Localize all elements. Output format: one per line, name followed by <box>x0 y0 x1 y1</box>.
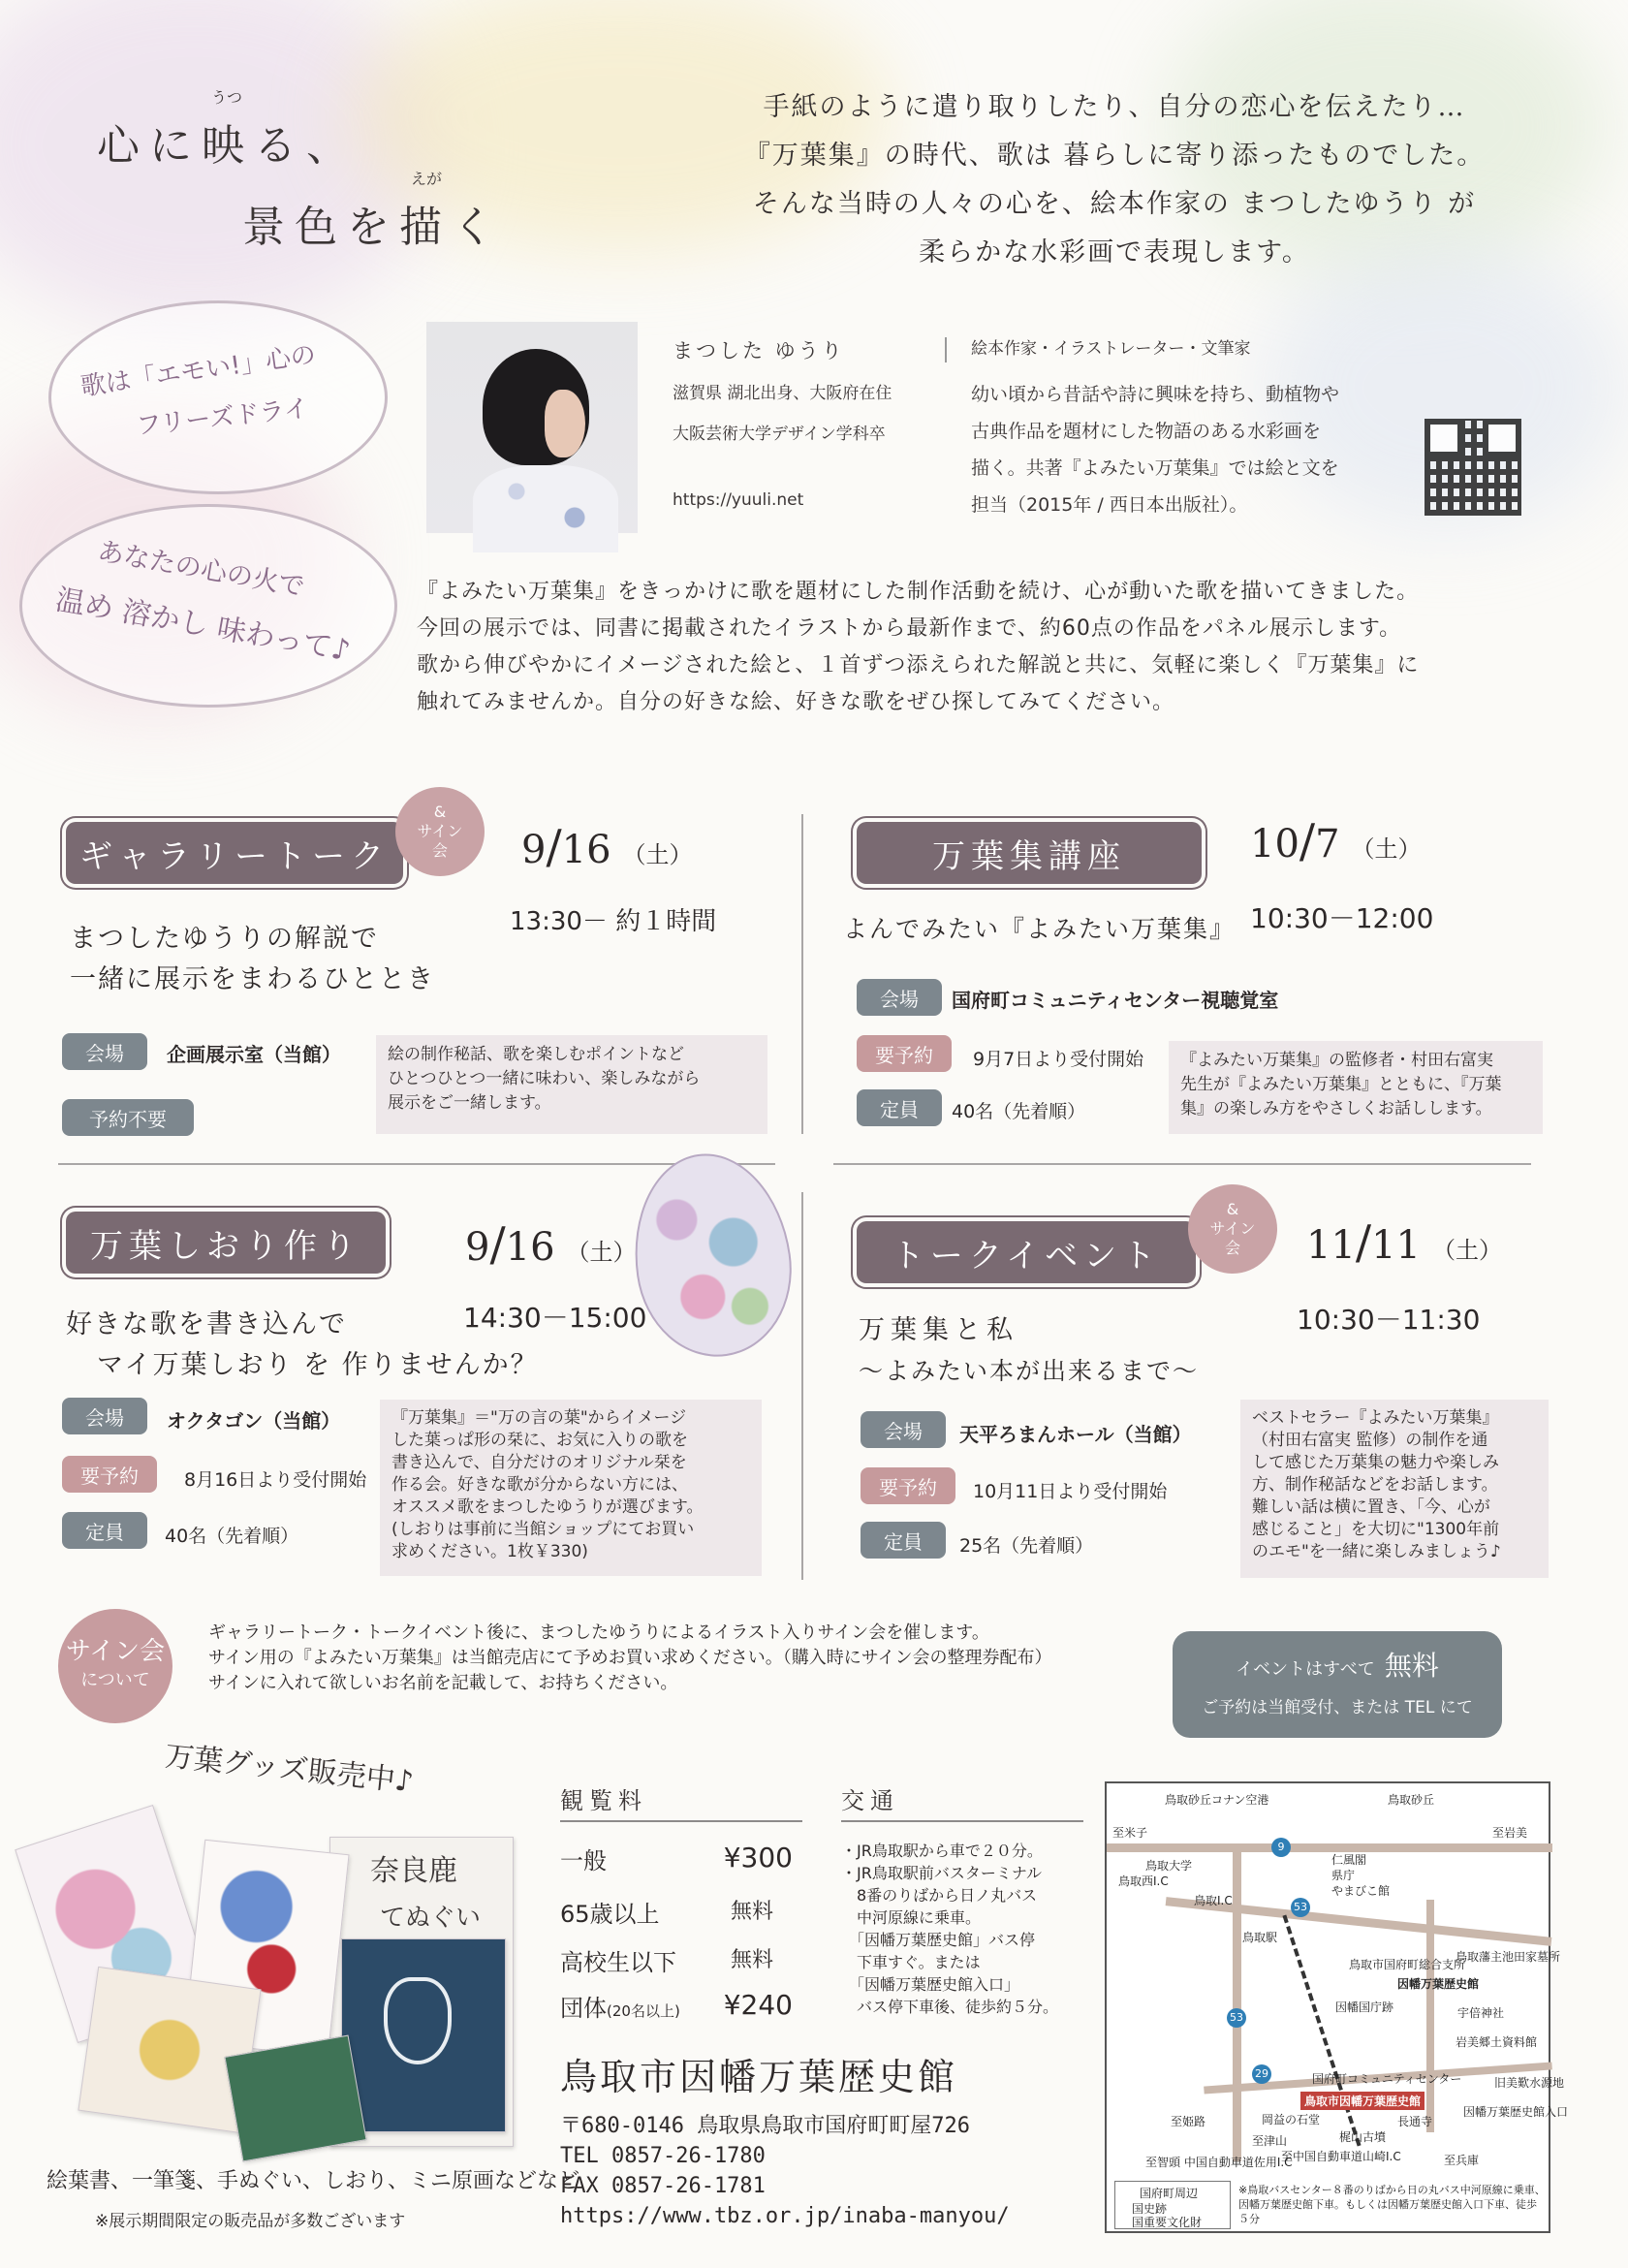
note-line: 絵の制作秘話、歌を楽しむポイントなど <box>388 1045 684 1064</box>
date-month: 9 <box>465 1225 490 1270</box>
bookmark-banner: 万葉しおり作り <box>66 1212 386 1274</box>
note-line: のエモ"を一緒に楽しみましょう♪ <box>1252 1542 1501 1561</box>
map-label: 鳥取藩主池田家墓所 <box>1456 1950 1561 1964</box>
bookmark-desc <box>66 1305 539 1386</box>
map-road-east <box>1426 1900 1434 2132</box>
note-line: 感じること」を大切に"1300年前 <box>1252 1520 1500 1539</box>
note-line: （村田右富実 監修）の制作を通 <box>1252 1431 1488 1450</box>
leaf-bookmark-illustration <box>621 1144 803 1367</box>
fees-heading: 観覧料 <box>560 1787 647 1814</box>
map-label: 因幡国庁跡 <box>1335 2000 1394 2014</box>
note-line: 先生が『よみたい万葉集』とともに、『万葉 <box>1180 1075 1502 1094</box>
fee-label: 団体 <box>560 1995 607 2022</box>
venue-label: 会場 <box>62 1398 147 1434</box>
author-bio <box>971 376 1339 523</box>
talk-reserve: 10月11日より受付開始 <box>973 1481 1168 1502</box>
date-slash: / <box>1299 814 1316 868</box>
lecture-venue: 国府町コミュニティセンター視聴覚室 <box>952 989 1279 1012</box>
desc-line: 万葉集と私 <box>859 1315 1018 1345</box>
event-divider-right <box>833 1163 1531 1165</box>
author-origin: 滋賀県 湖北出身、大阪府在住 <box>673 384 892 403</box>
map-label: 鳥取西I.C <box>1118 1874 1169 1888</box>
map-label: 因幡万葉歴史館 <box>1397 1977 1480 1991</box>
lecture-desc: よんでみたい『よみたい万葉集』 <box>843 915 1237 943</box>
badge-amp: & <box>1226 1200 1239 1218</box>
map-label: 岡益の石堂 <box>1262 2113 1321 2126</box>
map-legend-item: 国史跡 <box>1132 2202 1168 2216</box>
lead-text <box>678 83 1550 277</box>
bubble-bottom-line2: 温め 溶かし 味わって♪ <box>52 583 354 669</box>
map-label: 因幡万葉歴史館入口 <box>1463 2105 1569 2119</box>
sign-line: サイン用の『よみたい万葉集』は当館売店にて予めお買い求めください。（購入時にサイン会の整理券配布） <box>208 1648 1052 1668</box>
access-line: バス停下車後、徒歩約５分。 <box>841 1998 1059 2016</box>
capacity-label: 定員 <box>62 1512 147 1549</box>
badge-sign: サイン <box>1209 1219 1256 1238</box>
reservation-label: 要予約 <box>861 1467 955 1504</box>
note-line: して感じた万葉集の魅力や楽しみ <box>1252 1453 1499 1472</box>
lead-line: 柔らかな水彩画で表現します。 <box>919 237 1310 268</box>
author-school: 大阪芸術大学デザイン学科卒 <box>673 425 886 444</box>
goods-caption: 絵葉書、一筆箋、手ぬぐい、しおり、ミニ原画などなど <box>47 2169 580 2193</box>
title-ruby-utsu: うつ <box>211 88 243 107</box>
date-slash: / <box>546 820 562 874</box>
note-line: 『万葉集』＝"万の言の葉"からイメージ <box>391 1408 687 1428</box>
lead-line: 手紙のように遣り取りしたり、自分の恋心を伝えたり… <box>763 92 1466 122</box>
gallery-sign-badge <box>395 787 485 876</box>
note-line: ひとつひとつ一緒に味わい、楽しみながら <box>388 1069 701 1088</box>
map-label: 宇倍神社 <box>1457 2006 1505 2020</box>
gallery-time: 13:30－ 約１時間 <box>510 907 717 936</box>
fee-label: 高校生以下 <box>560 1949 676 1976</box>
author-role: 絵本作家・イラストレーター・文筆家 <box>971 339 1251 359</box>
date-slash: / <box>1355 1215 1372 1270</box>
note-line: 展示をご一緒します。 <box>388 1093 551 1113</box>
desc-line: マイ万葉しおり を 作りませんか？ <box>97 1350 539 1380</box>
bubble-bottom-line1: あなたの心の火で <box>95 536 307 603</box>
fee-label: 一般 <box>560 1847 607 1874</box>
venue-label: 会場 <box>861 1411 946 1448</box>
desc-line: 一緒に展示をまわるひととき <box>70 964 435 994</box>
note-line: ベストセラー『よみたい万葉集』 <box>1252 1408 1499 1428</box>
no-reservation-label: 予約不要 <box>62 1099 194 1136</box>
intro-paragraph <box>417 574 1560 721</box>
date-weekday: （土） <box>566 1239 637 1266</box>
photo-face <box>545 390 585 457</box>
date-day: 11 <box>1371 1223 1421 1268</box>
date-month: 11 <box>1306 1223 1356 1268</box>
map-road-route9 <box>1107 1843 1552 1852</box>
fee-row <box>560 1842 793 1875</box>
title-ruby-ega: えが <box>411 170 443 188</box>
date-month: 9 <box>521 828 547 872</box>
fee-label-small: (20名以上) <box>607 2002 680 2020</box>
map-label: 岩美郷土資料館 <box>1456 2035 1538 2049</box>
note-line: 難しい話は横に置き、「今、心が <box>1252 1497 1490 1517</box>
gallery-date <box>521 820 693 874</box>
route-shield-9: 9 <box>1271 1838 1291 1857</box>
talk-capacity: 25名（先着順） <box>959 1535 1094 1557</box>
talk-venue: 天平ろまんホール（当館） <box>959 1423 1192 1446</box>
map-label: 至兵庫 <box>1444 2154 1480 2167</box>
free-admission-box <box>1173 1631 1502 1738</box>
date-weekday: （土） <box>1431 1237 1502 1264</box>
venue-label: 会場 <box>857 979 942 1016</box>
page-title-line1: 心に映る、 <box>97 121 359 171</box>
tenugui-sub: てぬぐい <box>380 1904 482 1933</box>
map-label: 鳥取大学 <box>1145 1859 1193 1873</box>
bookmark-time: 14:30－15:00 <box>463 1302 647 1334</box>
bubble-top-line2: フリーズドライ <box>135 394 311 442</box>
divider-bar <box>945 337 947 362</box>
event-divider-vertical-top <box>801 814 803 1134</box>
capacity-label: 定員 <box>861 1522 946 1559</box>
goods-bookmark <box>224 2035 366 2162</box>
map-label: 至中国自動車道山崎I.C <box>1281 2150 1401 2163</box>
lecture-time: 10:30－12:00 <box>1250 902 1434 934</box>
note-line: 書き込んで、自分だけのオリジナル栞を <box>391 1453 687 1472</box>
free-prefix: イベントはすべて <box>1236 1659 1375 1680</box>
lecture-note <box>1169 1041 1543 1134</box>
reservation-label: 要予約 <box>857 1035 952 1072</box>
note-line: 作る会。好きな歌が分からない方には、 <box>391 1475 688 1495</box>
badge-kai: 会 <box>1224 1239 1240 1257</box>
fee-row <box>560 1895 793 1929</box>
note-line: 集』の楽しみ方をやさしくお話しします。 <box>1180 1099 1492 1118</box>
map-label: 県庁 <box>1331 1869 1356 1882</box>
reservation-label: 要予約 <box>62 1456 157 1493</box>
sign-circle-line1: サイン会 <box>65 1637 166 1666</box>
museum-contact <box>560 2111 1010 2231</box>
map-label: 至米子 <box>1112 1826 1148 1840</box>
route-shield-53b: 53 <box>1227 2008 1246 2028</box>
gallery-venue: 企画展示室（当館） <box>167 1043 341 1066</box>
date-weekday: （土） <box>1351 835 1422 863</box>
map-label: 梶山古墳 <box>1339 2130 1387 2144</box>
route-shield-29: 29 <box>1252 2064 1271 2084</box>
museum-fax: FAX 0857-26-1781 <box>560 2174 766 2198</box>
map-label: 国府町コミュニティセンター <box>1312 2072 1462 2086</box>
map-label: やまびこ館 <box>1331 1884 1391 1898</box>
intro-line: 『よみたい万葉集』をきっかけに歌を題材にした制作活動を続け、心が動いた歌を描いてきました。 <box>417 580 1420 604</box>
map-label: 鳥取市国府町総合支所 <box>1349 1958 1466 1971</box>
lead-line: そんな当時の人々の心を、絵本作家の まつしたゆうり が <box>752 189 1477 219</box>
museum-tel[interactable]: TEL 0857-26-1780 <box>560 2144 766 2168</box>
lecture-reserve: 9月7日より受付開始 <box>973 1049 1144 1070</box>
bio-line: 古典作品を題材にした物語のある水彩画を <box>971 421 1322 442</box>
bio-line: 担当（2015年 / 西日本出版社）。 <box>971 494 1248 516</box>
map-legend-item: 国重要文化財 <box>1132 2216 1203 2229</box>
page-title-line2: 景色を描く <box>242 203 504 252</box>
fees-heading-rule <box>560 1820 802 1822</box>
note-line: 『よみたい万葉集』の監修者・村田右富実 <box>1180 1051 1493 1070</box>
fee-row <box>560 1943 793 1977</box>
access-line: 「因幡万葉歴史館入口」 <box>841 1975 1020 1994</box>
map-target-label: 鳥取市因幡万葉歴史館 <box>1300 2092 1424 2110</box>
note-line: 方、制作秘話などをお話します。 <box>1252 1475 1498 1495</box>
photo-kimono <box>473 465 618 552</box>
date-slash: / <box>489 1217 506 1272</box>
bookmark-venue: オクタゴン（当館） <box>167 1409 341 1433</box>
note-line: した葉っぱ形の栞に、お気に入りの歌を <box>391 1431 688 1450</box>
fee-label: 65歳以上 <box>560 1901 660 1928</box>
note-line: 求めください。1枚￥330) <box>391 1542 588 1561</box>
access-map[interactable] <box>1105 1781 1569 2233</box>
sign-line: ギャラリートーク・トークイベント後に、まつしたゆうりによるイラスト入りサイン会を催します。 <box>208 1622 989 1643</box>
lecture-banner: 万葉集講座 <box>857 822 1202 884</box>
sign-session-text <box>208 1621 1051 1696</box>
gallery-desc <box>70 919 435 1000</box>
map-label: 鳥取駅 <box>1242 1931 1278 1944</box>
fee-value: ¥240 <box>723 1989 793 2021</box>
fee-value: 無料 <box>730 1900 773 1924</box>
intro-line: 触れてみませんか。自分の好きな絵、好きな歌をぜひ探してみてください。 <box>417 690 1175 714</box>
talk-time: 10:30－11:30 <box>1297 1304 1481 1336</box>
gallery-talk-banner: ギャラリートーク <box>66 822 403 884</box>
lead-line: 『万葉集』の時代、歌は 暮らしに寄り添ったものでした。 <box>743 141 1486 171</box>
bookmark-capacity: 40名（先着順） <box>165 1526 299 1547</box>
bio-line: 幼い頃から昔話や詩に興味を持ち、動植物や <box>971 384 1340 405</box>
badge-sign: サイン <box>417 822 463 840</box>
map-label: 旧美歎水源地 <box>1494 2076 1565 2090</box>
map-label: 鳥取I.C <box>1194 1894 1233 1907</box>
access-heading: 交通 <box>841 1787 899 1814</box>
note-line: オススメ歌をまつしたゆうりが選びます。 <box>391 1497 704 1517</box>
map-label: 鳥取砂丘 <box>1388 1793 1435 1807</box>
intro-line: 今回の展示では、同書に掲載されたイラストから最新作まで、約60点の作品をパネル展示します。 <box>417 616 1402 641</box>
badge-amp: & <box>433 803 447 821</box>
access-line: 中河原線に乗車。 <box>841 1908 982 1927</box>
talk-date <box>1306 1215 1502 1270</box>
map-legend-title: 国府町周辺 <box>1140 2187 1199 2200</box>
map-label: 至姫路 <box>1171 2115 1206 2128</box>
lecture-date <box>1250 814 1422 868</box>
access-text <box>841 1840 1058 2018</box>
date-month: 10 <box>1250 822 1299 866</box>
access-line: 下車すぐ。または <box>841 1953 981 1971</box>
access-line: ・JR鳥取駅から車で２０分。 <box>841 1842 1043 1860</box>
capacity-label: 定員 <box>857 1089 942 1126</box>
desc-line: ～よみたい本が出来るまで～ <box>859 1357 1200 1385</box>
sign-line: サインに入れて欲しいお名前を記載して、お持ちください。 <box>208 1673 678 1693</box>
badge-kai: 会 <box>431 841 448 860</box>
reservation-info: ご予約は当館受付、または TEL にて <box>1202 1698 1473 1717</box>
museum-address: 〒680-0146 鳥取県鳥取市国府町町屋726 <box>560 2114 970 2138</box>
fee-value: 無料 <box>730 1948 773 1972</box>
map-label: 至岩美 <box>1492 1826 1528 1840</box>
date-day: 16 <box>505 1225 555 1270</box>
goods-title: 万葉グッズ販売中♪ <box>163 1739 416 1800</box>
desc-line: まつしたゆうりの解説で <box>70 924 379 954</box>
museum-url[interactable]: https://www.tbz.or.jp/inaba-manyou/ <box>560 2204 1010 2228</box>
tenugui-label: 奈良鹿 <box>370 1854 457 1888</box>
date-day: 7 <box>1315 822 1340 866</box>
map-label: 至智頭 中国自動車道佐用I.C <box>1145 2156 1293 2169</box>
bookmark-reserve: 8月16日より受付開始 <box>184 1469 367 1491</box>
date-day: 16 <box>561 828 611 872</box>
talk-sign-badge <box>1188 1184 1277 1274</box>
route-shield-53: 53 <box>1291 1898 1310 1917</box>
author-photo <box>426 322 638 533</box>
bubble-top-line1: 歌は「エモい!」心の <box>78 340 318 402</box>
bio-line: 描く。共著『よみたい万葉集』では絵と文を <box>971 457 1339 479</box>
gallery-note <box>376 1035 767 1134</box>
talk-desc <box>859 1310 1199 1392</box>
map-label: 長通寺 <box>1397 2115 1433 2128</box>
sign-circle-line2: について <box>80 1670 150 1690</box>
access-line: ・JR鳥取駅前バスターミナル <box>841 1864 1043 1882</box>
fee-value: ¥300 <box>723 1842 793 1874</box>
intro-line: 歌から伸びやかにイメージされた絵と、１首ずつ添えられた解説と共に、気軽に楽しく『万葉集』に <box>417 653 1420 677</box>
venue-label: 会場 <box>62 1033 147 1070</box>
access-line: 8番のりばから日ノ丸バス <box>841 1886 1038 1905</box>
map-road-main <box>1233 1851 1241 2161</box>
map-label: 仁風閣 <box>1331 1853 1367 1867</box>
event-divider-left <box>58 1163 775 1165</box>
free-label: 無料 <box>1384 1650 1439 1682</box>
map-label: 鳥取砂丘コナン空港 <box>1165 1793 1269 1807</box>
event-divider-vertical-bottom <box>801 1192 803 1580</box>
desc-line: 好きな歌を書き込んで <box>66 1309 347 1339</box>
author-name: まつした ゆうり <box>673 339 845 362</box>
museum-name: 鳥取市因幡万葉歴史館 <box>560 2056 958 2098</box>
note-line: (しおりは事前に当館ショップにてお買い <box>391 1520 695 1539</box>
talk-event-banner: トークイベント <box>857 1221 1196 1283</box>
talk-note <box>1240 1400 1549 1578</box>
sign-session-badge <box>58 1609 172 1723</box>
bookmark-note <box>380 1400 762 1576</box>
fee-row <box>560 1989 793 2023</box>
qr-code-icon[interactable] <box>1424 419 1521 516</box>
goods-note: ※展示期間限定の販売品が多数ございます <box>95 2212 406 2231</box>
author-url[interactable]: https://yuuli.net <box>673 490 804 510</box>
lecture-capacity: 40名（先着順） <box>952 1101 1086 1122</box>
access-heading-rule <box>841 1820 1083 1822</box>
date-weekday: （土） <box>622 841 693 868</box>
map-label: 至津山 <box>1252 2134 1288 2148</box>
access-line: 「因幡万葉歴史館」バス停 <box>841 1931 1036 1949</box>
map-route-note: ※鳥取バスセンター８番のりばから日の丸バス中河原線に乗車、因幡万葉歴史館下車。もしくは因幡万葉歴史館入口下車、徒歩５分 <box>1238 2184 1546 2225</box>
deer-icon <box>384 1977 452 2064</box>
bookmark-date <box>465 1217 637 1272</box>
